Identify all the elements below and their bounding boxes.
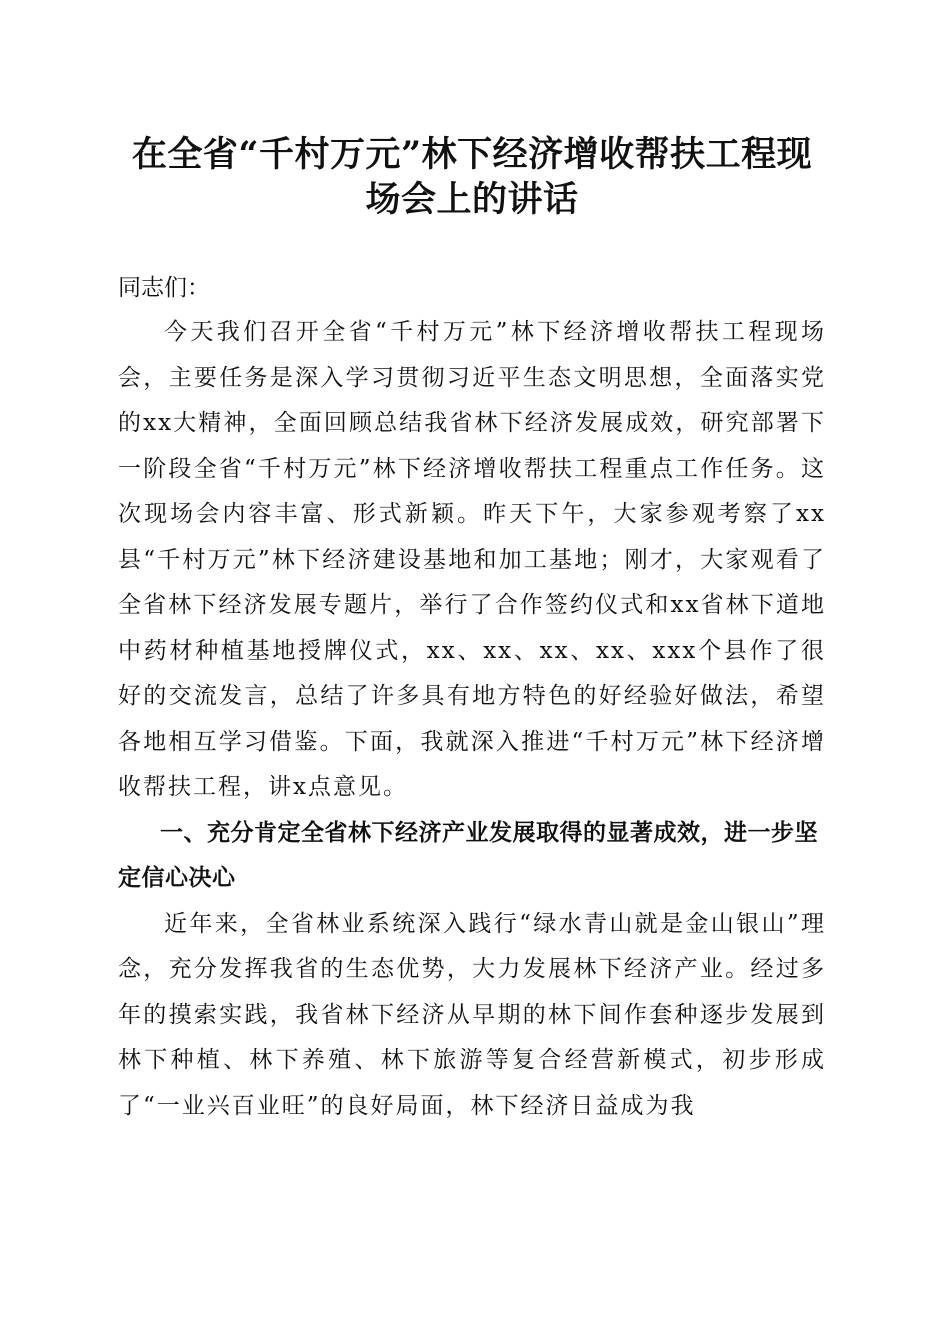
document-title: 在全省“千村万元”林下经济增收帮扶工程现场会上的讲话 <box>131 134 813 220</box>
section-1-heading: 一、充分肯定全省林下经济产业发展取得的显著成效，进一步坚定信心决心 <box>118 819 818 891</box>
intro-paragraph: 今天我们召开全省“千村万元”林下经济增收帮扶工程现场会，主要任务是深入学习贯彻习近平生态文明思想，全面落实党的xx大精神，全面回顾总结我省林下经济发展成效，研究部署下一阶段全省“千村万元”林下经济增收帮扶工程重点工作任务。这次现场会内容丰富、形式新颖。昨天下午，大家参观考察了xx县“千村万元”林下经济建设基地和加工基地；刚才，大家观看了全省林下经济发展专题片，举行了合作签约仪式和xx省林下道地中药材种植基地授牌仪式，xx、xx、xx、xx、xxx个县作了很好的交流发言，总结了许多具有地方特色的好经验好做法，希望各地相互学习借鉴。下面，我就深入推进“千村万元”林下经济增收帮扶工程，讲x点意见。 <box>118 319 826 800</box>
section-1-paragraph: 近年来，全省林业系统深入践行“绿水青山就是金山银山”理念，充分发挥我省的生态优势，大力发展林下经济产业。经过多年的摸索实践，我省林下经济从早期的林下间作套种逐步发展到林下种植、林下养殖、林下旅游等复合经营新模式，初步形成了“一业兴百业旺”的良好局面，林下经济日益成为我 <box>118 910 826 1119</box>
salutation: 同志们： <box>118 275 210 301</box>
document-page <box>118 132 826 1129</box>
